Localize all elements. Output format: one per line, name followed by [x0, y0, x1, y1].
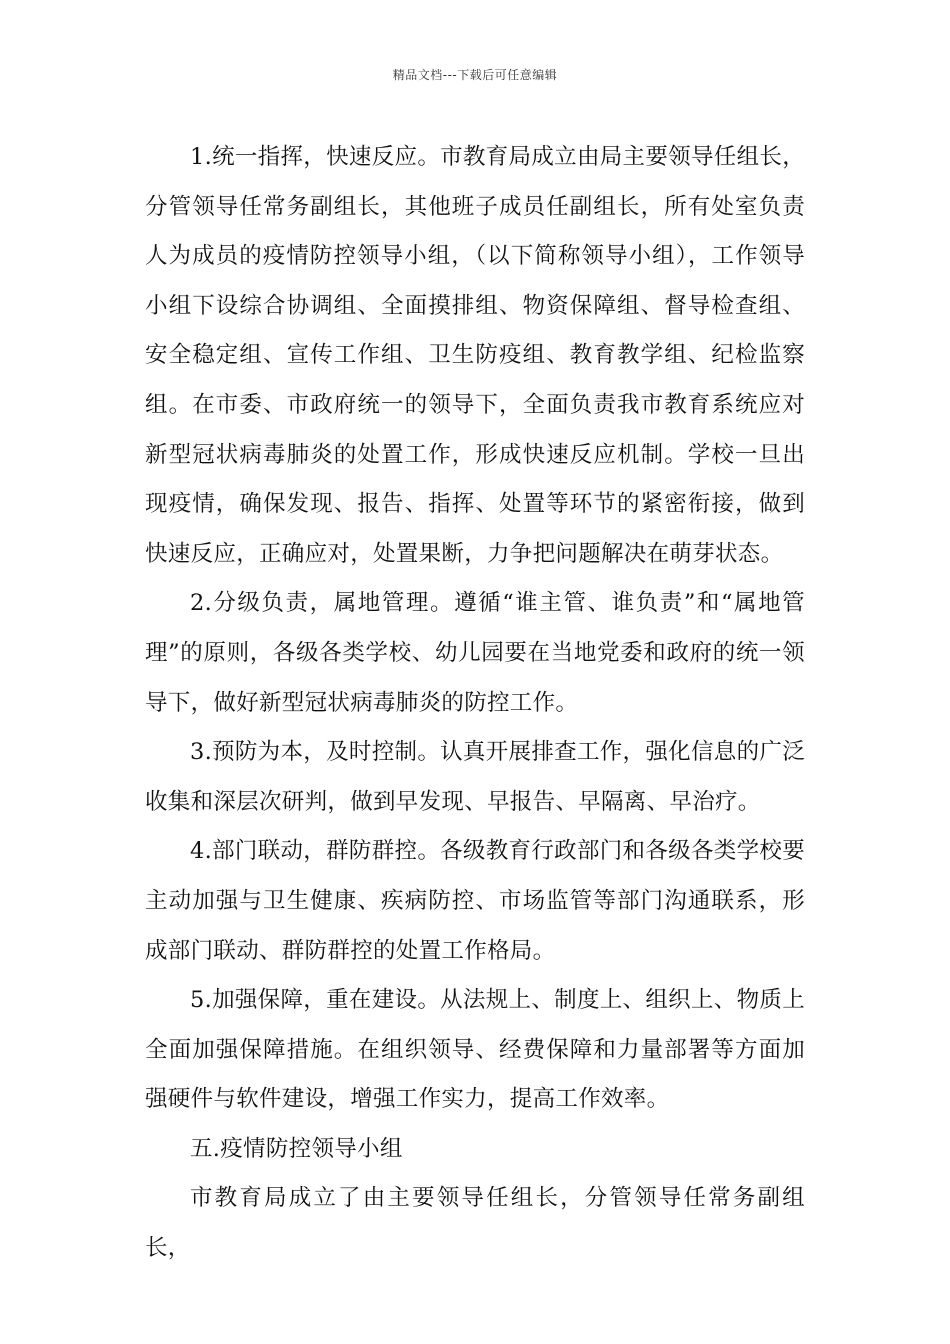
- document-body: [145, 133, 805, 1274]
- paragraph-strengthen-guarantee: 5.加强保障，重在建设。从法规上、制度上、组织上、物质上全面加强保障措施。在组织领导、经费保障和力量部署等方面加强硬件与软件建设，增强工作实力，提高工作效率。: [145, 987, 805, 1113]
- paragraph-leading-group-intro: 市教育局成立了由主要领导任组长，分管领导任常务副组长，: [145, 1185, 805, 1262]
- paragraph-tiered-responsibility: 2.分级负责，属地管理。遵循“谁主管、谁负责”和“属地管理”的原则，各级各类学校、幼儿园要在当地党委和政府的统一领导下，做好新型冠状病毒肺炎的防控工作。: [145, 590, 805, 716]
- page-header: 精品文档---下载后可任意编辑: [392, 68, 558, 82]
- paragraph-department-linkage: 4.部门联动，群防群控。各级教育行政部门和各级各类学校要主动加强与卫生健康、疾病防控、市场监管等部门沟通联系，形成部门联动、群防群控的处置工作格局。: [145, 838, 805, 964]
- paragraph-unified-command: 1.统一指挥，快速反应。市教育局成立由局主要领导任组长，分管领导任常务副组长，其他班子成员任副组长，所有处室负责人为成员的疫情防控领导小组，（以下简称领导小组），工作领导小组下设综合协调组、全面摸排组、物资保障组、督导检查组、安全稳定组、宣传工作组、卫生防疫组、教育教学组、纪检监察组。在市委、市政府统一的领导下，全面负责我市教育系统应对新型冠状病毒肺炎的处置工作，形成快速反应机制。学校一旦出现疫情，确保发现、报告、指挥、处置等环节的紧密衔接，做到快速反应，正确应对，处置果断，力争把问题解决在萌芽状态。: [145, 144, 805, 567]
- section-heading-leading-group: 五.疫情防控领导小组: [190, 1135, 403, 1162]
- paragraph-prevention-first: 3.预防为本，及时控制。认真开展排查工作，强化信息的广泛收集和深层次研判，做到早发现、早报告、早隔离、早治疗。: [145, 739, 805, 815]
